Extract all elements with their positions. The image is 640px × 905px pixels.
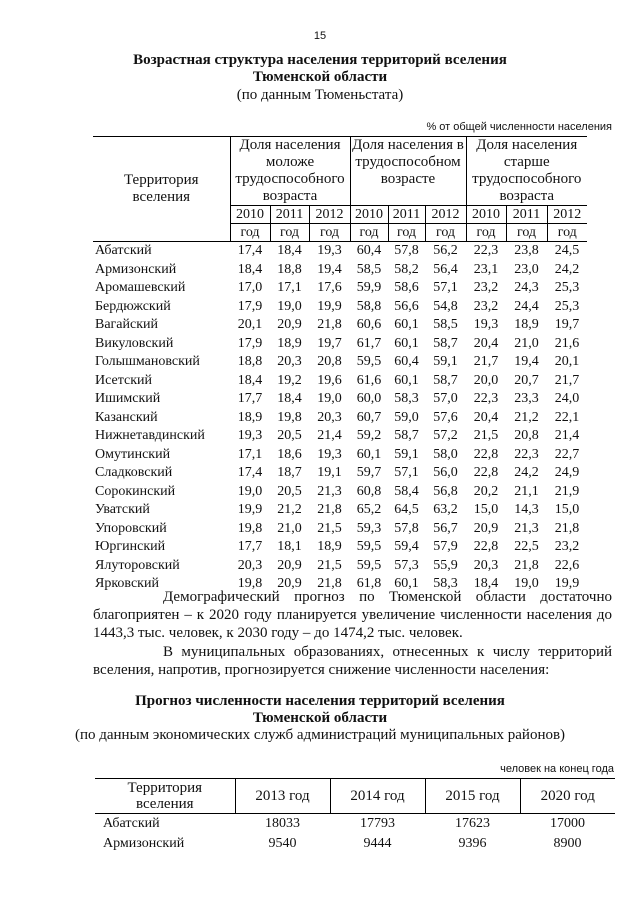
share-value: 23,8 xyxy=(514,243,539,259)
table2-subtitle: (по данным экономических служб администраций муниципальных районов) xyxy=(74,727,566,743)
share-value: 55,9 xyxy=(433,557,458,573)
share-value: 22,1 xyxy=(554,409,580,425)
year-word: год xyxy=(310,223,350,241)
share-value: 57,2 xyxy=(433,428,458,444)
share-value: 20,1 xyxy=(554,354,580,370)
share-value: 19,3 xyxy=(317,243,342,259)
share-value: 21,7 xyxy=(473,354,499,370)
share-value: 23,2 xyxy=(473,298,499,314)
territory-name: Викуловский xyxy=(95,335,174,351)
territory-name: Вагайский xyxy=(95,317,158,333)
year-header xyxy=(547,206,587,242)
year-word: год xyxy=(271,223,309,241)
share-value: 60,1 xyxy=(394,576,419,592)
share-value: 18,1 xyxy=(277,539,302,555)
share-value: 17,1 xyxy=(237,446,263,462)
share-value: 58,7 xyxy=(433,372,458,388)
share-value: 21,0 xyxy=(277,520,302,536)
share-value: 21,8 xyxy=(317,317,342,333)
year-column-header: 2013 год xyxy=(235,779,330,814)
share-value: 19,8 xyxy=(237,520,263,536)
year-value: 2010 xyxy=(472,207,500,222)
share-value: 54,8 xyxy=(433,298,458,314)
year-header xyxy=(270,206,309,242)
territory-header-line1: Территория xyxy=(123,172,199,188)
share-value: 23,1 xyxy=(473,261,499,277)
share-value: 58,3 xyxy=(394,391,419,407)
table-row xyxy=(93,316,587,335)
table-row xyxy=(93,557,587,576)
share-value: 25,3 xyxy=(554,298,580,314)
territory-name: Казанский xyxy=(95,409,158,425)
year-header xyxy=(466,206,506,242)
share-value: 22,3 xyxy=(473,243,499,259)
territory-name: Абатский xyxy=(95,243,152,259)
territory-name: Ярковский xyxy=(95,576,159,592)
share-value: 56,8 xyxy=(433,483,458,499)
share-value: 24,4 xyxy=(514,298,539,314)
share-value: 57,3 xyxy=(394,557,419,573)
share-value: 56,7 xyxy=(433,520,458,536)
group-young-line1: Доля населения xyxy=(239,137,341,153)
t2-territory-header-line2: вселения xyxy=(135,796,194,812)
share-value: 58,7 xyxy=(433,335,458,351)
share-value: 15,0 xyxy=(473,502,499,518)
year-value: 2012 xyxy=(315,207,344,222)
territory-name: Армизонский xyxy=(103,836,185,851)
table-row xyxy=(93,353,587,372)
share-value: 20,5 xyxy=(277,428,302,444)
share-value: 21,8 xyxy=(317,576,342,592)
population-value: 9540 xyxy=(268,836,297,851)
share-value: 60,8 xyxy=(356,483,382,499)
share-value: 59,7 xyxy=(356,465,382,481)
year-value: 2011 xyxy=(392,207,421,222)
share-value: 18,4 xyxy=(473,576,499,592)
share-value: 57,1 xyxy=(394,465,419,481)
table-row xyxy=(93,427,587,446)
t2-territory-header xyxy=(95,779,235,814)
share-value: 56,0 xyxy=(433,465,458,481)
share-value: 19,6 xyxy=(317,372,342,388)
table-row xyxy=(93,279,587,298)
population-value: 9396 xyxy=(458,836,487,851)
share-value: 21,8 xyxy=(554,520,580,536)
share-value: 18,8 xyxy=(237,354,263,370)
territory-header-line2: вселения xyxy=(132,189,191,205)
share-value: 20,8 xyxy=(514,428,539,444)
table-row xyxy=(95,814,615,835)
share-value: 57,8 xyxy=(394,520,419,536)
table1-title-line1: Возрастная структура населения территорий вселения xyxy=(133,52,507,68)
year-column-header: 2014 год xyxy=(330,779,425,814)
table2-unit: человек на конец года xyxy=(500,763,614,775)
table-row xyxy=(93,335,587,354)
share-value: 20,9 xyxy=(473,520,499,536)
share-value: 59,1 xyxy=(433,354,458,370)
share-value: 56,4 xyxy=(433,261,458,277)
share-value: 18,4 xyxy=(277,243,302,259)
table-row xyxy=(93,501,587,520)
group-old-line1: Доля населения xyxy=(476,137,578,153)
share-value: 60,7 xyxy=(356,409,382,425)
share-value: 24,2 xyxy=(554,261,580,277)
share-value: 19,7 xyxy=(554,317,580,333)
table1-title-line2: Тюменской области xyxy=(252,69,388,85)
t2-territory-header-line1: Территория xyxy=(127,780,203,796)
share-value: 57,6 xyxy=(433,409,458,425)
share-value: 24,0 xyxy=(554,391,580,407)
share-value: 19,0 xyxy=(514,576,539,592)
share-value: 18,9 xyxy=(277,335,302,351)
share-value: 65,2 xyxy=(356,502,382,518)
share-value: 18,9 xyxy=(514,317,539,333)
share-value: 21,7 xyxy=(554,372,580,388)
year-column-header: 2020 год xyxy=(520,779,615,814)
share-value: 60,1 xyxy=(356,446,382,462)
table-row xyxy=(93,538,587,557)
share-value: 20,5 xyxy=(277,483,302,499)
share-value: 19,3 xyxy=(473,317,499,333)
share-value: 21,4 xyxy=(317,428,342,444)
share-value: 57,1 xyxy=(433,280,458,296)
share-value: 22,6 xyxy=(554,557,580,573)
table-row xyxy=(93,446,587,465)
territory-name: Упоровский xyxy=(95,520,167,536)
year-header xyxy=(230,206,270,242)
share-value: 20,0 xyxy=(473,372,499,388)
share-value: 17,6 xyxy=(317,280,342,296)
group-old-line4: возраста xyxy=(499,188,555,204)
share-value: 20,9 xyxy=(277,557,302,573)
share-value: 19,0 xyxy=(237,483,263,499)
share-value: 21,3 xyxy=(317,483,342,499)
share-value: 17,0 xyxy=(237,280,263,296)
year-value: 2010 xyxy=(355,207,383,222)
share-value: 58,6 xyxy=(394,280,419,296)
group-header-young xyxy=(230,137,350,206)
share-value: 21,2 xyxy=(277,502,302,518)
share-value: 64,5 xyxy=(394,502,419,518)
share-value: 59,5 xyxy=(356,539,382,555)
territory-header xyxy=(93,137,230,242)
share-value: 56,6 xyxy=(394,298,419,314)
share-value: 59,5 xyxy=(356,354,382,370)
share-value: 22,7 xyxy=(554,446,580,462)
population-value: 9444 xyxy=(363,836,392,851)
share-value: 19,8 xyxy=(237,576,263,592)
share-value: 18,4 xyxy=(277,391,302,407)
share-value: 24,3 xyxy=(514,280,539,296)
share-value: 19,9 xyxy=(317,298,342,314)
group-header-working xyxy=(350,137,466,206)
share-value: 19,4 xyxy=(514,354,539,370)
share-value: 19,3 xyxy=(317,446,342,462)
share-value: 24,2 xyxy=(514,465,539,481)
paragraph-forecast: Демографический прогноз по Тюменской области достаточно благоприятен – к 2020 году планируется увеличение численности населения до 1443,3 тыс. человек, к 2030 году – до 1474,2 тыс. человек. xyxy=(93,589,612,641)
table1-unit: % от общей численности населения xyxy=(426,121,612,133)
share-value: 21,3 xyxy=(514,520,539,536)
group-working-line3: возрасте xyxy=(380,171,436,187)
year-value: 2011 xyxy=(512,207,541,222)
share-value: 58,0 xyxy=(433,446,458,462)
share-value: 59,5 xyxy=(356,557,382,573)
group-working-line1: Доля населения в xyxy=(352,137,464,153)
share-value: 19,8 xyxy=(277,409,302,425)
group-old-line3: трудоспособного xyxy=(472,171,582,187)
share-value: 19,3 xyxy=(237,428,263,444)
year-word: год xyxy=(507,223,547,241)
share-value: 58,2 xyxy=(394,261,419,277)
table-row xyxy=(93,483,587,502)
table1-subtitle: (по данным Тюменьстата) xyxy=(236,87,404,103)
table-row xyxy=(93,298,587,317)
share-value: 24,5 xyxy=(554,243,580,259)
share-value: 63,2 xyxy=(433,502,458,518)
share-value: 60,4 xyxy=(356,243,382,259)
territory-name: Армизонский xyxy=(95,261,177,277)
share-value: 21,8 xyxy=(317,502,342,518)
share-value: 56,2 xyxy=(433,243,458,259)
territory-name: Юргинский xyxy=(95,539,166,555)
territory-name: Бердюжский xyxy=(95,298,171,314)
share-value: 57,0 xyxy=(433,391,458,407)
share-value: 21,2 xyxy=(514,409,539,425)
share-value: 60,0 xyxy=(356,391,382,407)
age-structure-table xyxy=(93,136,587,594)
share-value: 23,0 xyxy=(514,261,539,277)
share-value: 19,2 xyxy=(277,372,302,388)
population-value: 18033 xyxy=(265,816,300,831)
share-value: 20,7 xyxy=(514,372,539,388)
share-value: 19,1 xyxy=(317,465,342,481)
year-header xyxy=(309,206,350,242)
share-value: 61,7 xyxy=(356,335,382,351)
share-value: 17,1 xyxy=(277,280,302,296)
table-row xyxy=(93,409,587,428)
territory-name: Аромашевский xyxy=(95,280,186,296)
share-value: 18,9 xyxy=(237,409,263,425)
share-value: 22,3 xyxy=(473,391,499,407)
share-value: 15,0 xyxy=(554,502,580,518)
territory-name: Нижнетавдинский xyxy=(95,428,205,444)
share-value: 21,4 xyxy=(554,428,580,444)
share-value: 17,9 xyxy=(237,335,263,351)
share-value: 23,2 xyxy=(554,539,580,555)
share-value: 59,0 xyxy=(394,409,419,425)
territory-name: Исетский xyxy=(95,372,152,388)
page-number: 15 xyxy=(313,30,327,42)
share-value: 19,9 xyxy=(237,502,263,518)
share-value: 20,1 xyxy=(237,317,263,333)
population-value: 17000 xyxy=(550,816,585,831)
share-value: 21,5 xyxy=(317,557,342,573)
population-forecast-table xyxy=(95,778,615,854)
share-value: 20,8 xyxy=(317,354,342,370)
share-value: 57,8 xyxy=(394,243,419,259)
share-value: 21,6 xyxy=(554,335,580,351)
share-value: 17,7 xyxy=(237,391,263,407)
share-value: 60,1 xyxy=(394,317,419,333)
share-value: 58,4 xyxy=(394,483,419,499)
group-young-line2: моложе xyxy=(265,154,315,170)
share-value: 21,1 xyxy=(514,483,539,499)
share-value: 20,3 xyxy=(473,557,499,573)
territory-name: Ялуторовский xyxy=(95,557,180,573)
year-word: год xyxy=(548,223,588,241)
table-row xyxy=(93,242,587,261)
group-young-line4: возраста xyxy=(262,188,318,204)
share-value: 58,3 xyxy=(433,576,458,592)
table-row xyxy=(93,464,587,483)
territory-name: Ишимский xyxy=(95,391,161,407)
group-working-line2: трудоспособном xyxy=(355,154,461,170)
year-word: год xyxy=(231,223,270,241)
share-value: 59,9 xyxy=(356,280,382,296)
share-value: 21,9 xyxy=(554,483,580,499)
share-value: 22,8 xyxy=(473,446,499,462)
share-value: 60,1 xyxy=(394,335,419,351)
share-value: 20,3 xyxy=(277,354,302,370)
share-value: 58,8 xyxy=(356,298,382,314)
share-value: 61,8 xyxy=(356,576,382,592)
territory-name: Уватский xyxy=(95,502,150,518)
year-value: 2012 xyxy=(553,207,582,222)
share-value: 17,4 xyxy=(237,465,263,481)
year-word: год xyxy=(467,223,506,241)
population-value: 8900 xyxy=(553,836,582,851)
share-value: 21,5 xyxy=(317,520,342,536)
share-value: 17,9 xyxy=(237,298,263,314)
share-value: 14,3 xyxy=(514,502,539,518)
group-header-old xyxy=(466,137,587,206)
share-value: 59,3 xyxy=(356,520,382,536)
year-word: год xyxy=(351,223,388,241)
share-value: 61,6 xyxy=(356,372,382,388)
population-value: 17793 xyxy=(360,816,395,831)
share-value: 20,4 xyxy=(473,409,499,425)
year-word: год xyxy=(426,223,466,241)
table-row xyxy=(95,834,615,854)
share-value: 22,3 xyxy=(514,446,539,462)
population-value: 17623 xyxy=(455,816,490,831)
territory-name: Сорокинский xyxy=(95,483,176,499)
table2-title-line1: Прогноз численности населения территорий вселения xyxy=(135,693,505,709)
territory-name: Абатский xyxy=(103,816,160,831)
share-value: 21,5 xyxy=(473,428,499,444)
table-row xyxy=(93,261,587,280)
year-column-header: 2015 год xyxy=(425,779,520,814)
share-value: 18,8 xyxy=(277,261,302,277)
share-value: 20,3 xyxy=(237,557,263,573)
year-value: 2010 xyxy=(236,207,264,222)
share-value: 18,4 xyxy=(237,372,263,388)
table-row xyxy=(93,520,587,539)
share-value: 20,9 xyxy=(277,317,302,333)
share-value: 21,0 xyxy=(514,335,539,351)
share-value: 21,8 xyxy=(514,557,539,573)
share-value: 22,8 xyxy=(473,465,499,481)
share-value: 58,5 xyxy=(433,317,458,333)
share-value: 19,7 xyxy=(317,335,342,351)
share-value: 23,2 xyxy=(473,280,499,296)
share-value: 25,3 xyxy=(554,280,580,296)
share-value: 59,4 xyxy=(394,539,419,555)
year-header xyxy=(350,206,388,242)
year-value: 2011 xyxy=(275,207,304,222)
share-value: 22,5 xyxy=(514,539,539,555)
share-value: 18,7 xyxy=(277,465,302,481)
share-value: 18,4 xyxy=(237,261,263,277)
share-value: 24,9 xyxy=(554,465,580,481)
share-value: 20,4 xyxy=(473,335,499,351)
table2-title-line2: Тюменской области xyxy=(252,710,388,726)
share-value: 60,4 xyxy=(394,354,419,370)
paragraph-decline: В муниципальных образованиях, отнесенных к числу территорий вселения, напротив, прогнозируется снижение численности населения: xyxy=(93,644,612,678)
share-value: 19,4 xyxy=(317,261,342,277)
share-value: 19,0 xyxy=(277,298,302,314)
share-value: 19,0 xyxy=(317,391,342,407)
share-value: 22,8 xyxy=(473,539,499,555)
territory-name: Сладковский xyxy=(95,465,173,481)
share-value: 18,9 xyxy=(317,539,342,555)
share-value: 60,1 xyxy=(394,372,419,388)
share-value: 18,6 xyxy=(277,446,302,462)
share-value: 17,4 xyxy=(237,243,263,259)
year-word: год xyxy=(389,223,425,241)
share-value: 23,3 xyxy=(514,391,539,407)
table-row xyxy=(93,390,587,409)
share-value: 17,7 xyxy=(237,539,263,555)
year-header xyxy=(388,206,425,242)
territory-name: Голышмановский xyxy=(95,354,200,370)
share-value: 59,2 xyxy=(356,428,382,444)
territory-name: Омутинский xyxy=(95,446,171,462)
share-value: 19,9 xyxy=(554,576,580,592)
group-old-line2: старше xyxy=(503,154,550,170)
share-value: 58,7 xyxy=(394,428,419,444)
year-header xyxy=(425,206,466,242)
share-value: 57,9 xyxy=(433,539,458,555)
year-value: 2012 xyxy=(431,207,460,222)
share-value: 59,1 xyxy=(394,446,419,462)
share-value: 58,5 xyxy=(356,261,382,277)
table-row xyxy=(93,372,587,391)
group-young-line3: трудоспособного xyxy=(235,171,345,187)
share-value: 60,6 xyxy=(356,317,382,333)
share-value: 20,9 xyxy=(277,576,302,592)
share-value: 20,2 xyxy=(473,483,499,499)
year-header xyxy=(506,206,547,242)
share-value: 20,3 xyxy=(317,409,342,425)
